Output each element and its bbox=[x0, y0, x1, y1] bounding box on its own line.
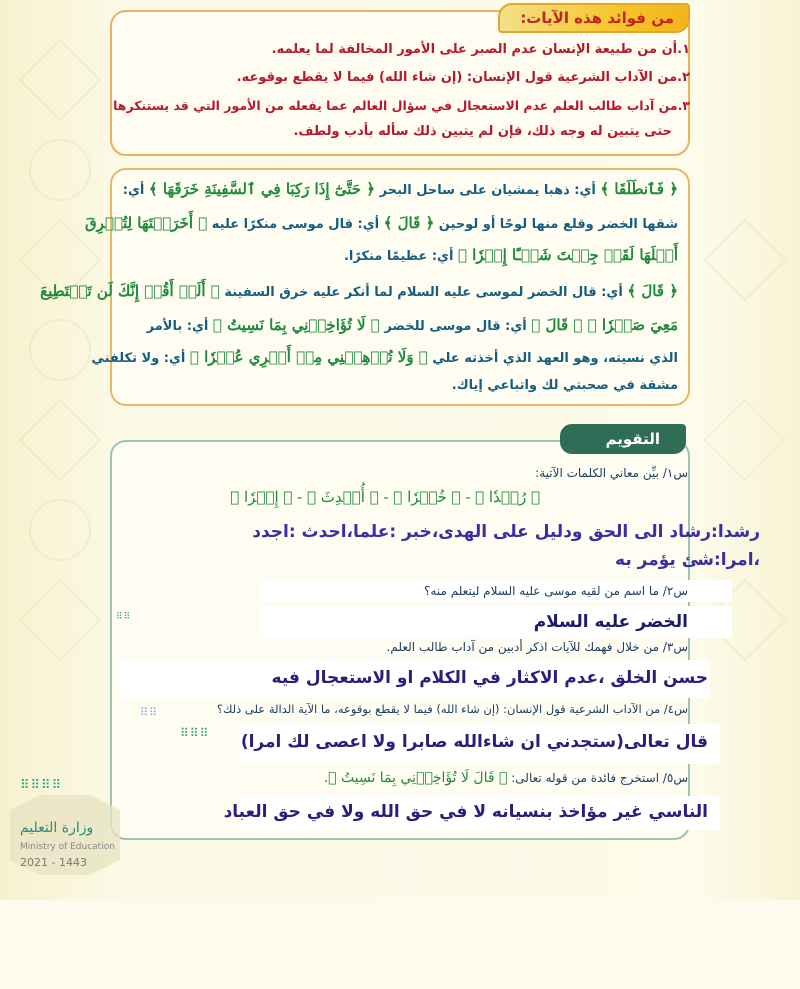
question-4: س٤/ من الآداب الشرعية قول الإنسان: (إن شاء الله) فيما لا يقطع بوقوعه، ما الآية الدالة على ذلك؟ bbox=[216, 702, 688, 716]
tafsir-text: أي: قال موسى للخضر bbox=[379, 319, 532, 334]
tafsir-line-1 bbox=[118, 180, 678, 198]
question-5-text: س٥/ استخرج فائدة من قوله تعالى: bbox=[511, 771, 688, 785]
verse: أَهۡلَهَا لَقَدۡ جِئۡتَ شَيۡـًٔا إِمۡرٗا ﴾ bbox=[457, 246, 678, 264]
verse: ﴿ أَلَمۡ أَقُلۡ إِنَّكَ لَن تَسۡتَطِيعَ bbox=[40, 282, 220, 300]
tafsir-text: الذي نسيته، وهو العهد الذي أخذته علي bbox=[427, 351, 678, 366]
tafsir-line-7: مشقة في صحبتي لك واتباعي إياك. bbox=[451, 378, 678, 393]
benefit-item-3-cont: حتى يتبين له وجه ذلك، فإن لم يتبين ذلك سأله بأدب ولطف. bbox=[293, 124, 672, 139]
answer-1-line-1: رشدا:رشاد الى الحق ودليل على الهدى،خبر :علما،احدث :اجدد bbox=[252, 522, 760, 542]
logo-english: Ministry of Education bbox=[20, 842, 115, 852]
tafsir-text: أي: ولا تكلفني bbox=[91, 351, 190, 366]
decor-dots: ⠿⠿ bbox=[140, 706, 159, 719]
question-1: س١/ بيِّن معاني الكلمات الآتية: bbox=[535, 466, 688, 480]
benefit-item-2: ٢.من الآداب الشرعية قول الإنسان: (إن شاء الله) فيما لا يقطع بوقوعه. bbox=[236, 70, 690, 85]
verse: مَعِيَ صَبۡرٗا ﴾ bbox=[587, 316, 678, 334]
decor-dots: ⠿⠿⠿ bbox=[180, 726, 210, 740]
tafsir-line-3 bbox=[118, 246, 678, 264]
benefits-title-tab bbox=[498, 3, 690, 33]
benefit-item-3: ٣.من آداب طالب العلم عدم الاستعجال في سؤال العالم عما يفعله من الأمور التي قد يستنكرها bbox=[113, 98, 690, 113]
ornament-pattern-right bbox=[690, 200, 800, 800]
answer-5: الناسي غير مؤاخذ بنسيانه لا في حق الله ولا في حق العباد bbox=[223, 802, 708, 822]
question-2: س٢/ ما اسم من لقيه موسى عليه السلام ليتعلم منه؟ bbox=[424, 584, 688, 598]
tafsir-line-4 bbox=[40, 282, 678, 300]
tafsir-text: أي: عظيمًا منكرًا. bbox=[343, 249, 458, 264]
question-1-words: ﴿ رُشۡدٗا ﴾ - ﴿ خُبۡرٗا ﴾ - ﴿ أُحۡدِثَ ﴾ - ﴿ إِمۡرٗا ﴾ bbox=[230, 488, 540, 506]
question-5-verse: ﴿ قَالَ لَا تُؤَاخِذۡنِي بِمَا نَسِيتُ ﴾. bbox=[323, 770, 508, 786]
verse: ﴿ لَا تُؤَاخِذۡنِي بِمَا نَسِيتُ ﴾ bbox=[212, 316, 380, 334]
verse: ﴿ فَٱنطَلَقَا ﴾ bbox=[600, 180, 678, 198]
decor-dots: ⠿⠿ bbox=[116, 612, 132, 622]
tafsir-line-2 bbox=[85, 214, 678, 232]
tafsir-text: أي: bbox=[122, 183, 149, 198]
evaluation-title: التقويم bbox=[605, 430, 660, 448]
tafsir-line-6 bbox=[91, 348, 678, 366]
benefits-title: من فوائد هذه الآيات: bbox=[520, 9, 674, 27]
tafsir-text: أي: بالأمر bbox=[146, 319, 213, 334]
verse: ﴿ قَالَ ﴾ bbox=[627, 282, 678, 300]
decor-dots: ⠿⠿⠿⠿ bbox=[20, 778, 63, 793]
answer-3: حسن الخلق ،عدم الاكثار في الكلام او الاستعجال فيه bbox=[271, 668, 708, 688]
tafsir-text: أي: ذهبا يمشيان على ساحل البحر bbox=[375, 183, 601, 198]
question-5 bbox=[324, 770, 688, 786]
verse: ﴿ أَخَرَقۡتَهَا لِتُغۡرِقَ bbox=[85, 214, 208, 232]
answer-2: الخضر عليه السلام bbox=[533, 612, 688, 632]
tafsir-text: أي: قال موسى منكرًا عليه bbox=[207, 217, 384, 232]
ornament-pattern-left bbox=[0, 0, 120, 900]
question-3: س٣/ من خلال فهمك للآيات اذكر أدبين من آداب طالب العلم. bbox=[386, 640, 688, 654]
verse: ﴿ قَالَ ﴾ bbox=[383, 214, 435, 232]
verse: ﴿ قَالَ ﴾ bbox=[531, 316, 588, 334]
logo-year: 2021 - 1443 bbox=[20, 856, 87, 869]
page-bottom bbox=[0, 900, 800, 989]
tafsir-text: شقها الخضر وقلع منها لوحًا أو لوحين bbox=[434, 217, 678, 232]
verse: ﴿ وَلَا تُرۡهِقۡنِي مِنۡ أَمۡرِي عُسۡرٗا ﴾ bbox=[189, 348, 428, 366]
verse: ﴿ حَتَّىٰٓ إِذَا رَكِبَا فِي ٱلسَّفِينَةِ خَرَقَهَا ﴾ bbox=[148, 180, 376, 198]
benefit-item-1: ١.أن من طبيعة الإنسان عدم الصبر على الأمور المخالفة لما يعلمه. bbox=[271, 42, 690, 57]
answer-1-line-2: ،امرا:شئ يؤمر به bbox=[615, 550, 760, 570]
logo-arabic: وزارة التعليم bbox=[20, 820, 94, 836]
tafsir-text: أي: قال الخضر لموسى عليه السلام لما أنكر عليه خرق السفينة bbox=[219, 285, 628, 300]
tafsir-line-5 bbox=[118, 316, 678, 334]
answer-4: قال تعالى(ستجدني ان شاءالله صابرا ولا اعصى لك امرا) bbox=[240, 732, 708, 752]
evaluation-title-tab bbox=[560, 424, 686, 454]
